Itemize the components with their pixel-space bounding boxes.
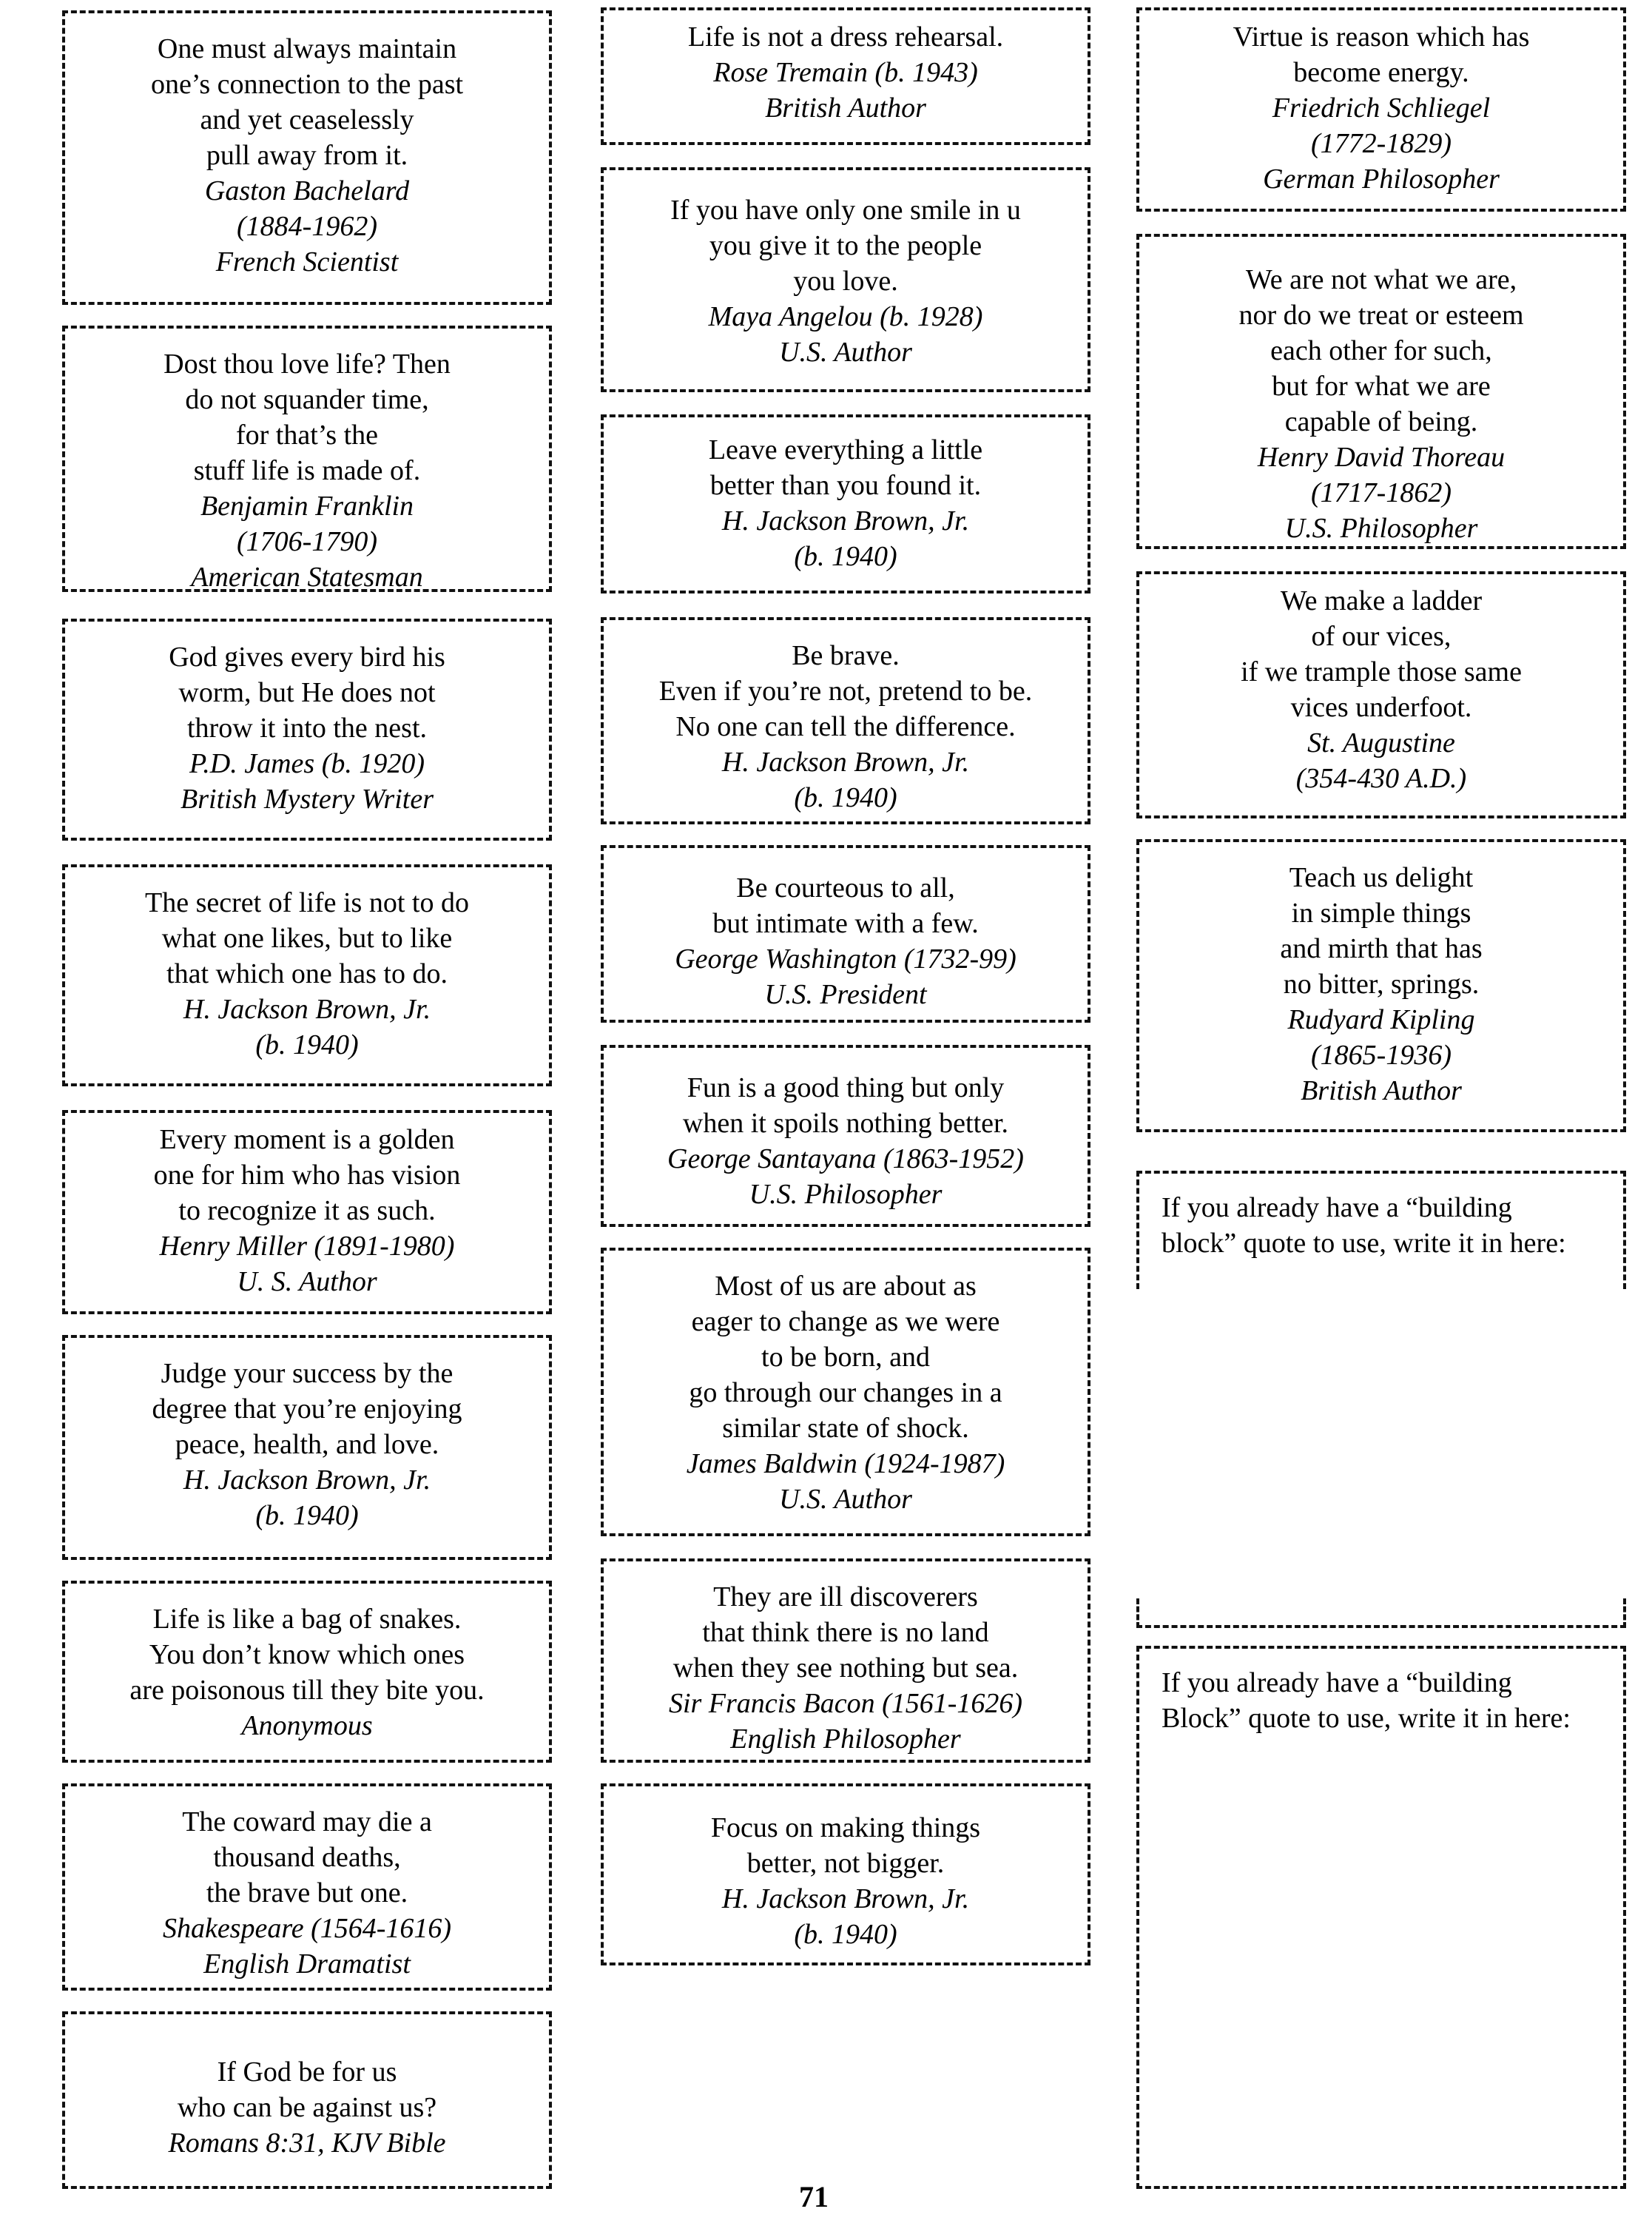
quote-line: Be courteous to all, (736, 872, 955, 904)
quote-card (62, 10, 552, 305)
quote-line: They are ill discoverers (713, 1581, 978, 1612)
quote-line: thousand deaths, (213, 1842, 401, 1873)
quote-line: for that’s the (235, 420, 379, 451)
quote-author: Gaston Bachelard (204, 175, 410, 206)
quote-line: Focus on making things (710, 1812, 981, 1843)
quote-line: capable of being. (1284, 406, 1478, 437)
quote-line: Teach us delight (1289, 862, 1474, 893)
quote-author: James Baldwin (1924-1987) (686, 1448, 1005, 1479)
quote-author-role: English Philosopher (730, 1723, 961, 1755)
quote-line: when they see nothing but sea. (672, 1652, 1019, 1684)
quote-line: Virtue is reason which has (1233, 21, 1530, 53)
quote-card (62, 2011, 552, 2189)
quote-line: are poisonous till they bite you. (129, 1675, 485, 1706)
quote-line: and mirth that has (1280, 933, 1483, 964)
quote-author: Rudyard Kipling (1287, 1004, 1475, 1035)
quote-author-dates: (354-430 A.D.) (1295, 763, 1467, 794)
quote-author: Henry Miller (1891-1980) (159, 1231, 455, 1262)
quote-author-role: German Philosopher (1263, 164, 1500, 195)
quote-line: go through our changes in a (689, 1377, 1002, 1408)
quote-card (601, 1045, 1090, 1227)
quote-line: Fun is a good thing but only (687, 1072, 1005, 1103)
quote-line: what one likes, but to like (161, 923, 453, 954)
quote-author-role: U.S. Philosopher (749, 1179, 943, 1210)
quote-author-dates: (b. 1940) (255, 1029, 359, 1060)
quote-line: but for what we are (1272, 371, 1491, 402)
quote-line: Most of us are about as (715, 1271, 977, 1302)
write-in-instruction: If you already have a “building (1162, 1192, 1512, 1223)
quote-line: each other for such, (1270, 335, 1492, 366)
quote-line: Life is like a bag of snakes. (152, 1604, 462, 1635)
quote-line: similar state of shock. (722, 1413, 969, 1444)
quote-line: no bitter, springs. (1283, 969, 1480, 1000)
quote-line: do not squander time, (185, 384, 429, 415)
quote-line: stuff life is made of. (193, 455, 421, 486)
quote-line: If God be for us (217, 2056, 397, 2088)
quote-line: Judge your success by the (161, 1358, 454, 1389)
quote-card (601, 167, 1090, 392)
quote-author: Henry David Thoreau (1257, 442, 1506, 473)
quote-author-role: U.S. Author (779, 337, 912, 368)
quote-line: better, not bigger. (746, 1848, 945, 1879)
quote-line: worm, but He does not (178, 677, 436, 708)
quote-author-dates: (1772-1829) (1311, 128, 1452, 159)
quote-author: Rose Tremain (b. 1943) (713, 57, 978, 88)
quote-line: to be born, and (761, 1342, 930, 1373)
quote-author: George Santayana (1863-1952) (667, 1143, 1024, 1174)
quote-line: Leave everything a little (708, 434, 983, 465)
quote-author: Maya Angelou (b. 1928) (708, 301, 983, 332)
quote-line: vices underfoot. (1290, 692, 1472, 723)
quote-line: Be brave. (792, 640, 900, 671)
quote-author-role: English Dramatist (203, 1948, 411, 1980)
write-in-instruction: If you already have a “building (1162, 1667, 1512, 1698)
write-in-quote-box[interactable] (1136, 1171, 1626, 1289)
quote-author-role: French Scientist (215, 246, 399, 278)
quote-line: degree that you’re enjoying (152, 1393, 462, 1425)
quote-card (601, 1248, 1090, 1536)
quote-line: Every moment is a golden (159, 1124, 455, 1155)
quote-card (62, 1581, 552, 1763)
quote-author-dates: (1884-1962) (237, 211, 377, 242)
quote-line: You don’t know which ones (149, 1639, 465, 1670)
quote-author-role: British Author (1301, 1075, 1462, 1106)
quote-author: H. Jackson Brown, Jr. (183, 994, 431, 1025)
quote-card (62, 1110, 552, 1314)
quote-line: and yet ceaselessly (200, 104, 414, 135)
quote-line: throw it into the nest. (186, 713, 428, 744)
quote-line: We make a ladder (1280, 585, 1483, 616)
write-in-quote-box[interactable] (1136, 1646, 1626, 2189)
quote-author-role: U.S. Author (779, 1484, 912, 1515)
quote-author: Romans 8:31, KJV Bible (168, 2128, 446, 2159)
quote-line: Dost thou love life? Then (163, 349, 451, 380)
quote-author-dates: (1706-1790) (237, 526, 377, 557)
quote-line: better than you found it. (709, 470, 982, 501)
quote-author-dates: (1717-1862) (1311, 477, 1452, 508)
quote-author-role: U.S. Philosopher (1284, 513, 1478, 544)
quote-card (62, 326, 552, 592)
quote-line: No one can tell the difference. (675, 711, 1016, 742)
quote-card (62, 1783, 552, 1991)
quote-card (601, 1783, 1090, 1965)
quote-author-dates: (b. 1940) (794, 1919, 897, 1950)
quote-card (1136, 234, 1626, 549)
quote-line: We are not what we are, (1245, 264, 1517, 295)
quote-line: when it spoils nothing better. (682, 1108, 1009, 1139)
quote-card (62, 864, 552, 1086)
quote-author: Friedrich Schliegel (1272, 93, 1491, 124)
quote-author: Sir Francis Bacon (1561-1626) (668, 1688, 1023, 1719)
quote-card (62, 619, 552, 841)
quote-card (601, 617, 1090, 824)
quote-line: in simple things (1291, 898, 1471, 929)
quote-card (601, 1558, 1090, 1763)
quote-author-role: British Mystery Writer (181, 784, 434, 815)
quote-card (1136, 7, 1626, 212)
quote-author-dates: (b. 1940) (794, 782, 897, 813)
page-number: 71 (799, 2180, 829, 2213)
quote-author-role: American Statesman (191, 562, 423, 593)
quote-line: you love. (793, 266, 898, 297)
quote-line: God gives every bird his (169, 642, 445, 673)
quote-line: that which one has to do. (166, 958, 448, 989)
quote-line: peace, health, and love. (175, 1429, 439, 1460)
quote-author: H. Jackson Brown, Jr. (721, 747, 970, 778)
quote-card (62, 1335, 552, 1560)
quote-line: you give it to the people (709, 230, 982, 261)
quote-author: H. Jackson Brown, Jr. (721, 1883, 970, 1914)
quote-line: nor do we treat or esteem (1238, 300, 1524, 331)
write-in-instruction: Block” quote to use, write it in here: (1162, 1703, 1571, 1734)
quote-author-dates: (1865-1936) (1311, 1040, 1452, 1071)
quote-line: become energy. (1293, 57, 1469, 88)
quote-author: H. Jackson Brown, Jr. (721, 505, 970, 537)
write-in-instruction: block” quote to use, write it in here: (1162, 1228, 1566, 1259)
quote-line: eager to change as we were (691, 1306, 1000, 1337)
quote-card (601, 845, 1090, 1023)
quote-line: One must always maintain (157, 33, 457, 64)
quote-card (1136, 571, 1626, 818)
quote-author: H. Jackson Brown, Jr. (183, 1464, 431, 1496)
quote-line: Even if you’re not, pretend to be. (658, 676, 1033, 707)
quote-line: pull away from it. (206, 140, 408, 171)
quote-card (601, 414, 1090, 593)
quote-card (601, 7, 1090, 145)
quote-author: Anonymous (241, 1710, 373, 1741)
quote-author: Shakespeare (1564-1616) (162, 1913, 452, 1944)
quote-line: of our vices, (1311, 621, 1452, 652)
quote-author-role: U. S. Author (237, 1266, 377, 1297)
quote-line: who can be against us? (177, 2092, 437, 2123)
quote-author: St. Augustine (1307, 727, 1455, 759)
quote-author-role: British Author (765, 93, 926, 124)
write-in-box-bottom-edge (1136, 1598, 1626, 1628)
quote-line: if we trample those same (1241, 656, 1522, 687)
quote-line: to recognize it as such. (178, 1195, 436, 1226)
quote-line: The coward may die a (182, 1806, 432, 1837)
quote-author-role: U.S. President (764, 979, 927, 1010)
quote-line: that think there is no land (702, 1617, 989, 1648)
quote-author: P.D. James (b. 1920) (189, 748, 425, 779)
quote-line: one’s connection to the past (150, 69, 464, 100)
quote-author-dates: (b. 1940) (794, 541, 897, 572)
quote-line: The secret of life is not to do (145, 887, 469, 918)
quote-author: Benjamin Franklin (200, 491, 414, 522)
quote-author: George Washington (1732-99) (675, 944, 1017, 975)
quote-author-dates: (b. 1940) (255, 1500, 359, 1531)
quote-line: the brave but one. (206, 1877, 408, 1908)
quote-line: If you have only one smile in u (670, 195, 1021, 226)
quote-line: one for him who has vision (153, 1160, 461, 1191)
quote-card (1136, 839, 1626, 1132)
quote-line: but intimate with a few. (712, 908, 979, 939)
quote-line: Life is not a dress rehearsal. (687, 21, 1004, 53)
